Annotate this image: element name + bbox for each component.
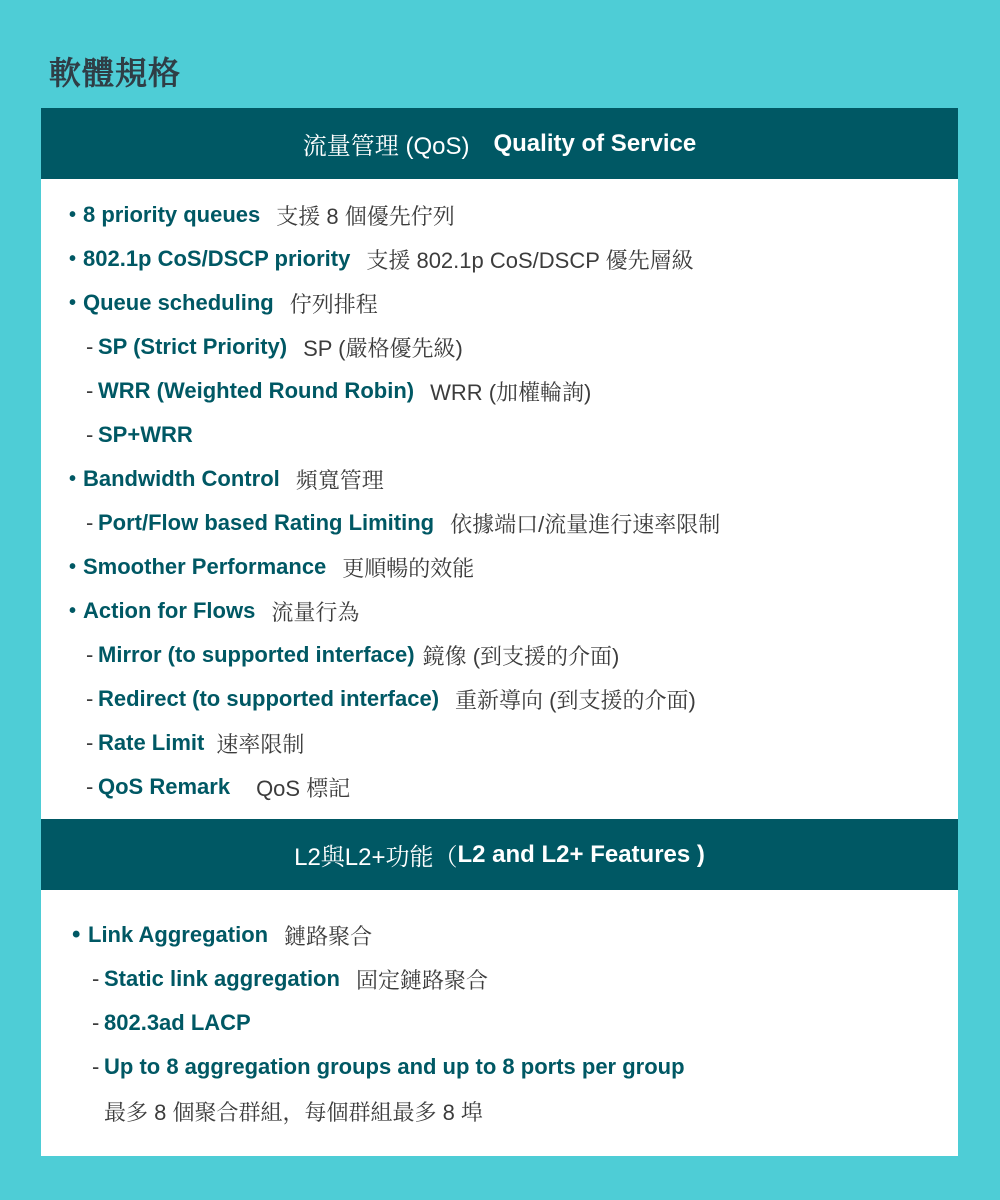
bullet-icon: • — [69, 555, 77, 578]
bullet-icon: • — [69, 291, 77, 314]
list-item — [41, 237, 958, 281]
list-item — [41, 633, 958, 677]
page-title: 軟體規格 — [49, 55, 182, 91]
feature-label-en: Smoother Performance — [83, 554, 327, 579]
feature-desc-zh: 速率限制 — [216, 731, 305, 757]
feature-label-en: WRR (Weighted Round Robin) — [98, 378, 415, 403]
bullet-icon: • — [69, 203, 77, 226]
dash-icon: - — [86, 730, 94, 755]
feature-label-en: Port/Flow based Rating Limiting — [98, 510, 435, 535]
list-item — [41, 281, 958, 325]
list-item — [41, 193, 958, 237]
qos-header-zh: 流量管理 (QoS) — [302, 133, 470, 160]
dash-icon: - — [86, 378, 94, 403]
qos-header-en: Quality of Service — [493, 129, 697, 157]
l2-header-zh: L2與L2+功能（ — [294, 844, 458, 871]
feature-desc-zh: 支援 8 個優先佇列 — [276, 203, 455, 229]
feature-desc-zh: WRR (加權輪詢) — [430, 379, 592, 405]
feature-desc-zh: QoS 標記 — [256, 775, 351, 801]
feature-desc-zh: 鏡像 (到支援的介面) — [422, 643, 620, 669]
dash-icon: - — [86, 422, 94, 447]
dash-icon: - — [86, 510, 94, 535]
feature-label-en: Mirror (to supported interface) — [98, 642, 415, 667]
dash-icon: - — [86, 686, 94, 711]
feature-desc-zh: 佇列排程 — [289, 291, 378, 317]
l2-section-header — [41, 819, 958, 890]
l2-feature-list — [41, 890, 958, 1133]
dash-icon: - — [92, 966, 100, 991]
list-item — [41, 1089, 958, 1133]
feature-label-en: Bandwidth Control — [83, 466, 280, 491]
feature-desc-zh: 依據端口/流量進行速率限制 — [450, 511, 721, 537]
feature-desc-zh: 鏈路聚合 — [284, 923, 373, 949]
feature-label-en: Redirect (to supported interface) — [98, 686, 440, 711]
l2-header-en: L2 and L2+ Features ) — [457, 840, 705, 868]
bullet-icon: • — [69, 599, 77, 622]
bullet-icon: • — [72, 921, 81, 948]
list-item — [41, 545, 958, 589]
bullet-icon: • — [69, 467, 77, 490]
list-item — [41, 457, 958, 501]
feature-label-en: QoS Remark — [98, 774, 231, 799]
dash-icon: - — [92, 1054, 100, 1079]
qos-section-header — [41, 108, 958, 179]
list-item — [41, 765, 958, 809]
qos-section — [41, 108, 958, 819]
feature-desc-zh: 重新導向 (到支援的介面) — [455, 687, 696, 713]
l2-section — [41, 819, 958, 1156]
feature-label-en: Link Aggregation — [88, 922, 269, 947]
dash-icon: - — [86, 334, 94, 359]
list-item — [41, 1001, 958, 1045]
feature-label-en: SP+WRR — [98, 422, 193, 447]
list-item — [41, 957, 958, 1001]
dash-icon: - — [92, 1010, 100, 1035]
list-item — [41, 369, 958, 413]
dash-icon: - — [86, 774, 94, 799]
feature-label-en: 802.3ad LACP — [104, 1010, 251, 1035]
feature-label-en: 8 priority queues — [83, 202, 261, 227]
feature-label-en: SP (Strict Priority) — [98, 334, 288, 359]
dash-icon: - — [86, 642, 94, 667]
feature-desc-zh: 最多 8 個聚合群組，每個群組最多 8 埠 — [104, 1099, 483, 1125]
feature-desc-zh: 支援 802.1p CoS/DSCP 優先層級 — [366, 247, 694, 273]
list-item — [41, 913, 958, 957]
feature-desc-zh: 頻寬管理 — [295, 467, 384, 493]
list-item — [41, 677, 958, 721]
feature-desc-zh: SP (嚴格優先級) — [303, 335, 463, 361]
feature-label-en: Queue scheduling — [83, 290, 274, 315]
qos-feature-list — [41, 179, 958, 809]
bullet-icon: • — [69, 247, 77, 270]
feature-label-en: Static link aggregation — [104, 966, 340, 991]
feature-desc-zh: 流量行為 — [271, 599, 360, 625]
feature-label-en: Rate Limit — [98, 730, 205, 755]
feature-desc-zh: 更順暢的效能 — [342, 555, 475, 581]
list-item — [41, 325, 958, 369]
feature-desc-zh: 固定鏈路聚合 — [355, 967, 488, 993]
list-item — [41, 589, 958, 633]
feature-label-en: Up to 8 aggregation groups and up to 8 ports per group — [104, 1054, 685, 1079]
list-item — [41, 413, 958, 457]
feature-label-en: 802.1p CoS/DSCP priority — [83, 246, 351, 271]
list-item — [41, 721, 958, 765]
list-item — [41, 501, 958, 545]
list-item — [41, 1045, 958, 1089]
feature-label-en: Action for Flows — [83, 598, 256, 623]
